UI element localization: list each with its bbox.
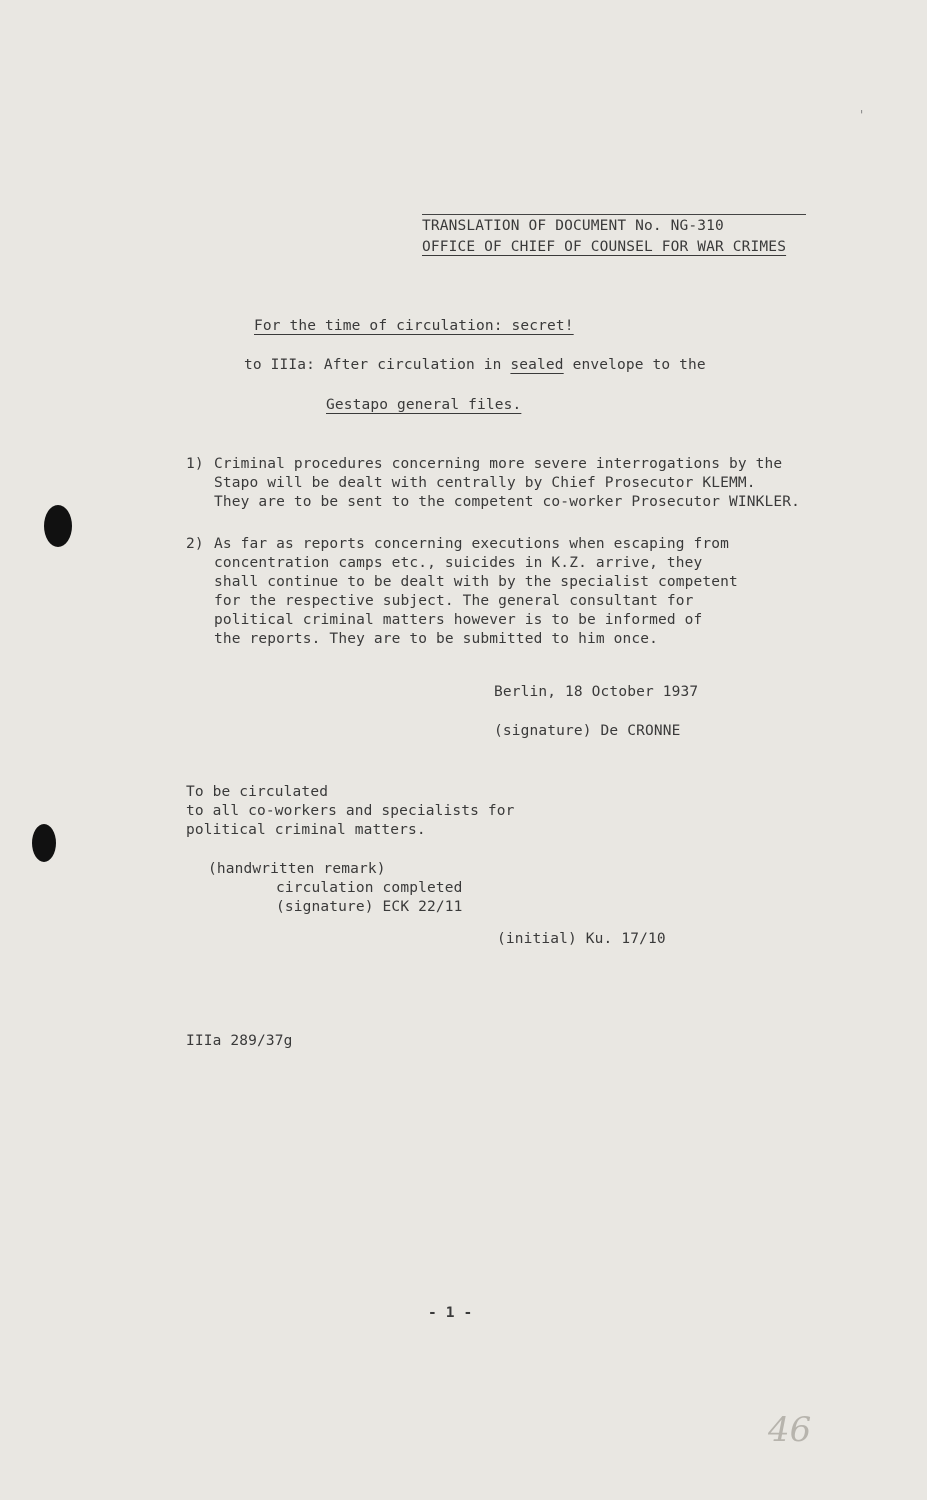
punch-hole-upper: [44, 505, 72, 547]
paragraph-line: Criminal procedures concerning more severe interrogations by the: [214, 456, 783, 472]
paragraph-line: for the respective subject. The general consultant for: [214, 593, 694, 609]
header-top-rule: [422, 214, 806, 215]
paragraph-line: Stapo will be dealt with centrally by Chief Prosecutor KLEMM.: [214, 475, 756, 491]
paragraph-line: They are to be sent to the competent co-worker Prosecutor WINKLER.: [214, 494, 801, 510]
routing-prefix: to IIIa: After circulation in: [244, 357, 511, 373]
initial-line: (initial) Ku. 17/10: [497, 931, 666, 947]
handwritten-remark-label: (handwritten remark): [208, 861, 386, 877]
page-number: - 1 -: [428, 1305, 473, 1321]
routing-suffix: envelope to the: [563, 357, 706, 373]
file-reference: IIIa 289/37g: [186, 1033, 293, 1049]
pencil-page-number: 46: [768, 1410, 812, 1450]
paragraph-line: shall continue to be dealt with by the specialist competent: [214, 574, 738, 590]
routing-emphasis: sealed: [510, 357, 564, 373]
header-title: TRANSLATION OF DOCUMENT No. NG-310: [422, 218, 724, 234]
place-date: Berlin, 18 October 1937: [494, 684, 699, 700]
routing-destination: Gestapo general files.: [326, 397, 522, 413]
classification-note: For the time of circulation: secret!: [254, 318, 574, 334]
circulation-line: To be circulated: [186, 784, 329, 800]
paragraph-line: concentration camps etc., suicides in K.Z. arrive, they: [214, 555, 703, 571]
routing-instruction: [244, 357, 706, 373]
paragraph-line: the reports. They are to be submitted to him once.: [214, 631, 658, 647]
paragraph-line: political criminal matters however is to be informed of: [214, 612, 703, 628]
paragraph-number: 2): [186, 536, 204, 552]
punch-hole-lower: [32, 824, 56, 862]
handwritten-remark-line: (signature) ECK 22/11: [276, 899, 463, 915]
signature-line: (signature) De CRONNE: [494, 723, 681, 739]
handwritten-remark-line: circulation completed: [276, 880, 463, 896]
circulation-line: political criminal matters.: [186, 822, 426, 838]
corner-mark: ': [858, 108, 866, 122]
header-office: OFFICE OF CHIEF OF COUNSEL FOR WAR CRIMES: [422, 239, 787, 255]
circulation-line: to all co-workers and specialists for: [186, 803, 515, 819]
paragraph-number: 1): [186, 456, 204, 472]
paragraph-line: As far as reports concerning executions when escaping from: [214, 536, 730, 552]
